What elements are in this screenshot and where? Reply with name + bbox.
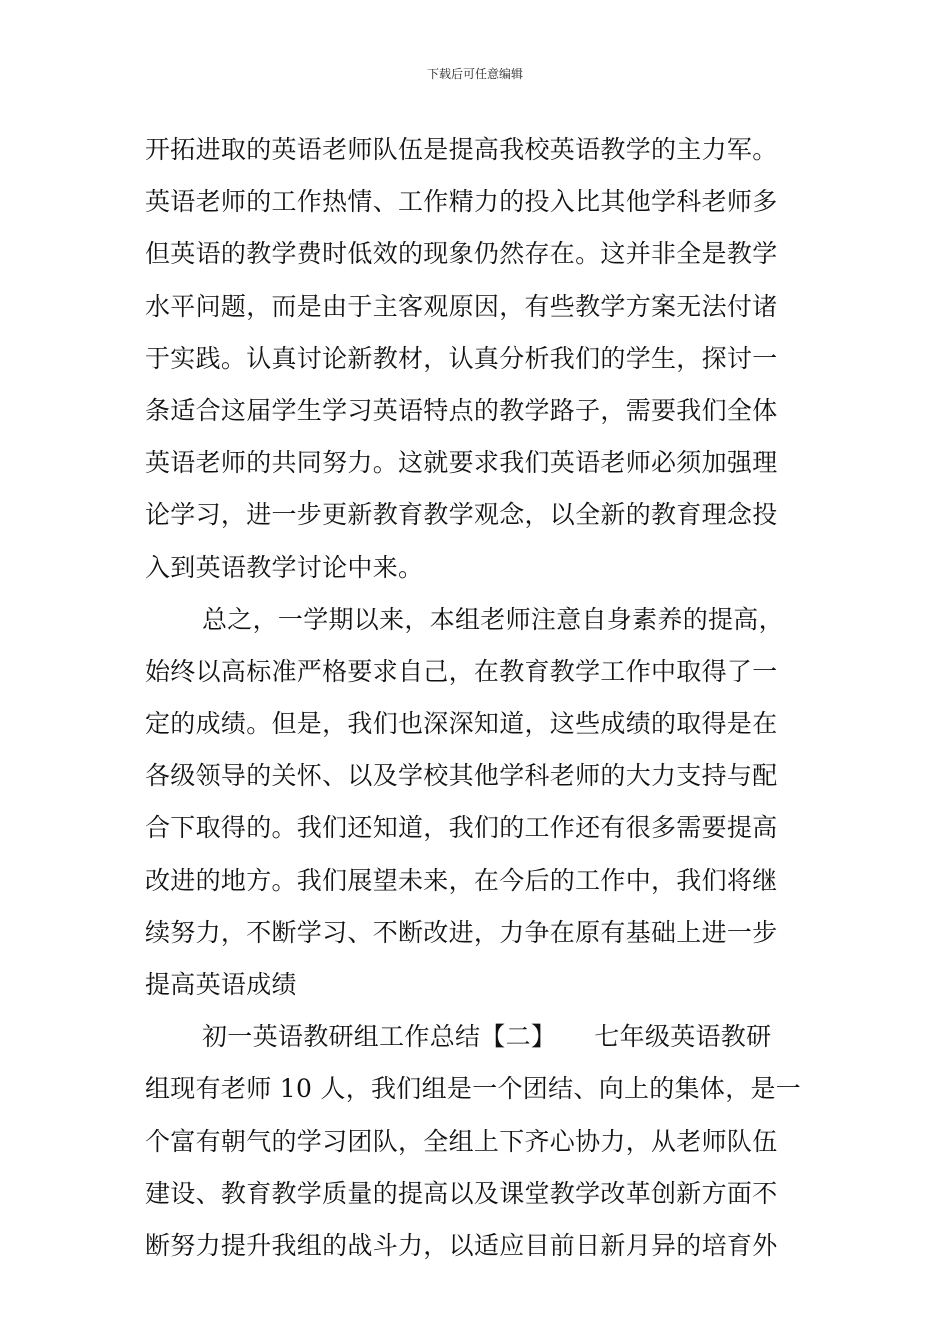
text-line: 合下取得的。我们还知道，我们的工作还有很多需要提高 xyxy=(145,813,778,843)
page-header-note: 下载后可任意编辑 xyxy=(426,67,523,81)
text-line: 组现有老师 10 人，我们组是一个团结、向上的集体，是一 xyxy=(145,1074,802,1104)
text-line: 论学习，进一步更新教育教学观念，以全新的教育理念投 xyxy=(145,500,778,530)
text-line: 开拓进取的英语老师队伍是提高我校英语教学的主力军。 xyxy=(145,135,778,164)
paragraph-start-line: 总之，一学期以来，本组老师注意自身素养的提高， xyxy=(202,604,784,634)
text-line: 各级领导的关怀、以及学校其他学科老师的大力支持与配 xyxy=(145,761,778,791)
text-line: 断努力提升我组的战斗力，以适应目前日新月异的培育外 xyxy=(145,1230,778,1260)
text-line: 英语老师的共同努力。这就要求我们英语老师必须加强理 xyxy=(145,448,778,478)
text-line: 水平问题，而是由于主客观原因，有些教学方案无法付诸 xyxy=(145,291,778,321)
document-body xyxy=(145,124,810,1272)
text-line: 条适合这届学生学习英语特点的教学路子，需要我们全体 xyxy=(145,395,778,425)
text-line: 入到英语教学讨论中来。 xyxy=(145,552,424,582)
text-line: 建设、教育教学质量的提高以及课堂教学改革创新方面不 xyxy=(145,1178,778,1208)
section-heading-line: 初一英语教研组工作总结【二】 七年级英语教研 xyxy=(202,1022,772,1052)
text-line: 始终以高标准严格要求自己，在教育教学工作中取得了一 xyxy=(145,656,778,686)
text-line: 改进的地方。我们展望未来，在今后的工作中，我们将继 xyxy=(145,865,778,895)
text-line: 个富有朝气的学习团队，全组上下齐心协力，从老师队伍 xyxy=(145,1126,778,1156)
text-line: 但英语的教学费时低效的现象仍然存在。这并非全是教学 xyxy=(145,239,778,269)
text-line: 于实践。认真讨论新教材，认真分析我们的学生，探讨一 xyxy=(145,343,778,373)
text-line: 定的成绩。但是，我们也深深知道，这些成绩的取得是在 xyxy=(145,709,778,739)
text-line: 续努力，不断学习、不断改进，力争在原有基础上进一步 xyxy=(145,917,778,947)
text-line: 提高英语成绩 xyxy=(145,970,297,999)
text-line: 英语老师的工作热情、工作精力的投入比其他学科老师多 xyxy=(145,187,778,217)
